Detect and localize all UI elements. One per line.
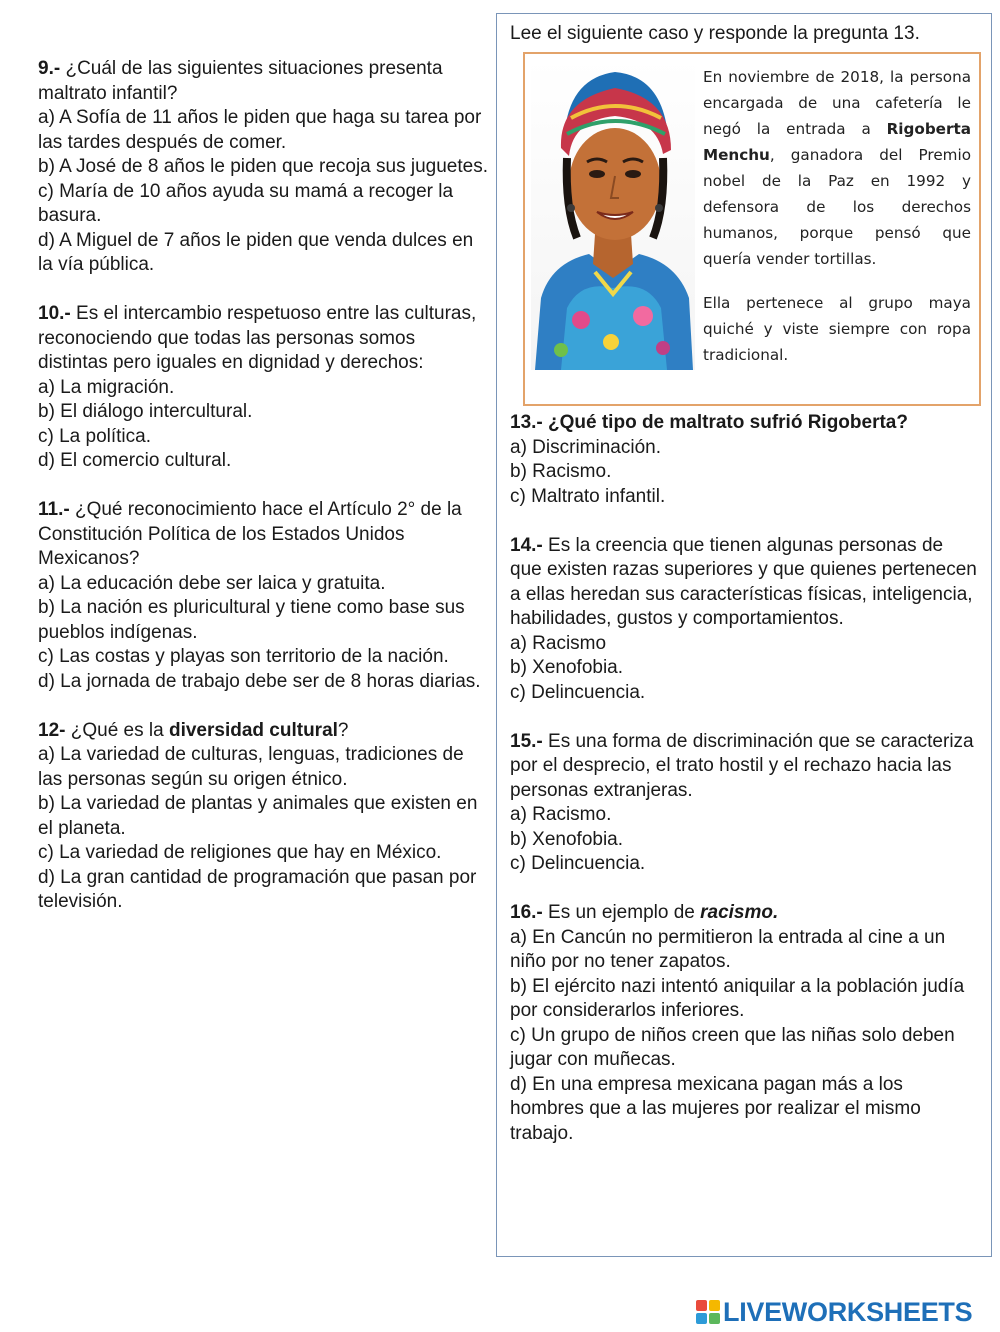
question-16 bbox=[510, 901, 980, 1146]
option-d: d) El comercio cultural. bbox=[38, 450, 232, 471]
question-number: 14.- bbox=[510, 534, 543, 556]
option-a: a) Racismo bbox=[510, 632, 607, 654]
case-text-paragraph2: Ella pertenece al grupo maya quiché y viste siempre con ropa tradicional. bbox=[703, 294, 971, 364]
liveworksheets-logo-icon bbox=[696, 1300, 720, 1324]
option-c: c) Delincuencia. bbox=[510, 681, 646, 703]
question-9 bbox=[38, 57, 488, 278]
option-b: b) El diálogo intercultural. bbox=[38, 401, 253, 422]
option-b: b) A José de 8 años le piden que recoja sus juguetes. bbox=[38, 156, 488, 177]
option-d: d) La gran cantidad de programación que pasan por televisión. bbox=[38, 866, 477, 912]
question-text: Es el intercambio respetuoso entre las culturas, reconociendo que todas las personas somos distintas pero iguales en dignidad y derechos: bbox=[38, 303, 477, 373]
question-text: ¿Qué reconocimiento hace el Artículo 2° de la Constitución Política de los Estados Unidos Mexicanos? bbox=[38, 499, 462, 569]
question-title: 13.- ¿Qué tipo de maltrato sufrió Rigoberta? bbox=[510, 412, 908, 433]
option-a: a) La variedad de culturas, lenguas, tradiciones de las personas según su origen étnico. bbox=[38, 744, 464, 790]
option-c: c) María de 10 años ayuda su mamá a recoger la basura. bbox=[38, 180, 454, 226]
option-a: a) Discriminación. bbox=[510, 436, 661, 458]
option-b: b) La variedad de plantas y animales que existen en el planeta. bbox=[38, 793, 478, 839]
option-c: c) Delincuencia. bbox=[510, 853, 646, 874]
option-a: a) La migración. bbox=[38, 376, 175, 398]
question-14 bbox=[510, 534, 980, 706]
question-10 bbox=[38, 302, 488, 474]
question-keyword: diversidad cultural bbox=[168, 719, 338, 741]
question-number: 12- bbox=[38, 719, 66, 741]
question-text: Es una forma de discriminación que se caracteriza por el desprecio, el trato hostil y el rechazo hacia las personas extranjeras. bbox=[510, 730, 974, 801]
option-c: c) La variedad de religiones que hay en México. bbox=[38, 842, 442, 863]
question-number: 10.- bbox=[38, 303, 71, 324]
case-text-part2: , ganadora del Premio nobel de la Paz en 1992 y defensora de los derechos humanos, porque pensó que quería vender tortillas. bbox=[703, 146, 971, 268]
question-text: Es un ejemplo de bbox=[542, 902, 701, 923]
option-b: b) Xenofobia. bbox=[510, 657, 624, 678]
question-keyword: racismo. bbox=[700, 902, 779, 923]
option-a: a) En Cancún no permitieron la entrada al cine a un niño por no tener zapatos. bbox=[510, 926, 946, 972]
question-number: 15.- bbox=[510, 730, 543, 752]
case-name: Rigoberta Menchu bbox=[703, 120, 971, 164]
question-11 bbox=[38, 498, 488, 694]
right-questions bbox=[510, 411, 980, 1171]
option-b: b) Racismo. bbox=[510, 461, 612, 482]
question-15 bbox=[510, 730, 980, 877]
case-text-part1: En noviembre de 2018, la persona encargada de una cafetería le negó la entrada a bbox=[703, 68, 971, 138]
option-b: b) Xenofobia. bbox=[510, 828, 624, 850]
question-number: 16.- bbox=[510, 902, 543, 923]
right-column bbox=[496, 13, 992, 1257]
option-c: c) Las costas y playas son territorio de la nación. bbox=[38, 646, 449, 667]
option-d: d) La jornada de trabajo debe ser de 8 horas diarias. bbox=[38, 670, 481, 692]
option-c: c) Maltrato infantil. bbox=[510, 485, 666, 507]
question-12 bbox=[38, 719, 488, 915]
option-b: b) El ejército nazi intentó aniquilar a la población judía por considerarlos inferiores. bbox=[510, 975, 965, 1021]
option-d: d) A Miguel de 7 años le piden que venda dulces en la vía pública. bbox=[38, 229, 474, 275]
option-a: a) Racismo. bbox=[510, 804, 612, 825]
question-text-end: ? bbox=[337, 719, 349, 741]
question-text: Es la creencia que tienen algunas personas de que existen razas superiores y que quienes pertenecen a ellas heredan sus características físicas, inteligencia, habilidades, gustos y comportamientos. bbox=[510, 534, 977, 629]
brand-logo[interactable] bbox=[696, 1297, 972, 1327]
question-13 bbox=[510, 411, 980, 509]
option-b: b) La nación es pluricultural y tiene como base sus pueblos indígenas. bbox=[38, 597, 465, 643]
case-text bbox=[703, 64, 971, 386]
left-column bbox=[38, 57, 488, 939]
portrait-image bbox=[531, 58, 695, 370]
question-number: 9.- bbox=[38, 58, 61, 79]
option-a: a) La educación debe ser laica y gratuita. bbox=[38, 572, 386, 594]
option-c: c) La política. bbox=[38, 425, 151, 447]
question-text: ¿Qué es la bbox=[65, 719, 169, 741]
brand-name: LIVEWORKSHEETS bbox=[723, 1296, 973, 1327]
option-d: d) En una empresa mexicana pagan más a los hombres que a las mujeres por realizar el mismo trabajo. bbox=[510, 1073, 921, 1144]
question-number: 11.- bbox=[38, 499, 70, 520]
option-c: c) Un grupo de niños creen que las niñas solo deben jugar con muñecas. bbox=[510, 1024, 955, 1070]
option-a: a) A Sofía de 11 años le piden que haga su tarea por las tardes después de comer. bbox=[38, 107, 482, 153]
case-intro: Lee el siguiente caso y responde la pregunta 13. bbox=[510, 23, 920, 44]
case-box bbox=[523, 52, 981, 406]
question-text: ¿Cuál de las siguientes situaciones presenta maltrato infantil? bbox=[38, 58, 443, 104]
